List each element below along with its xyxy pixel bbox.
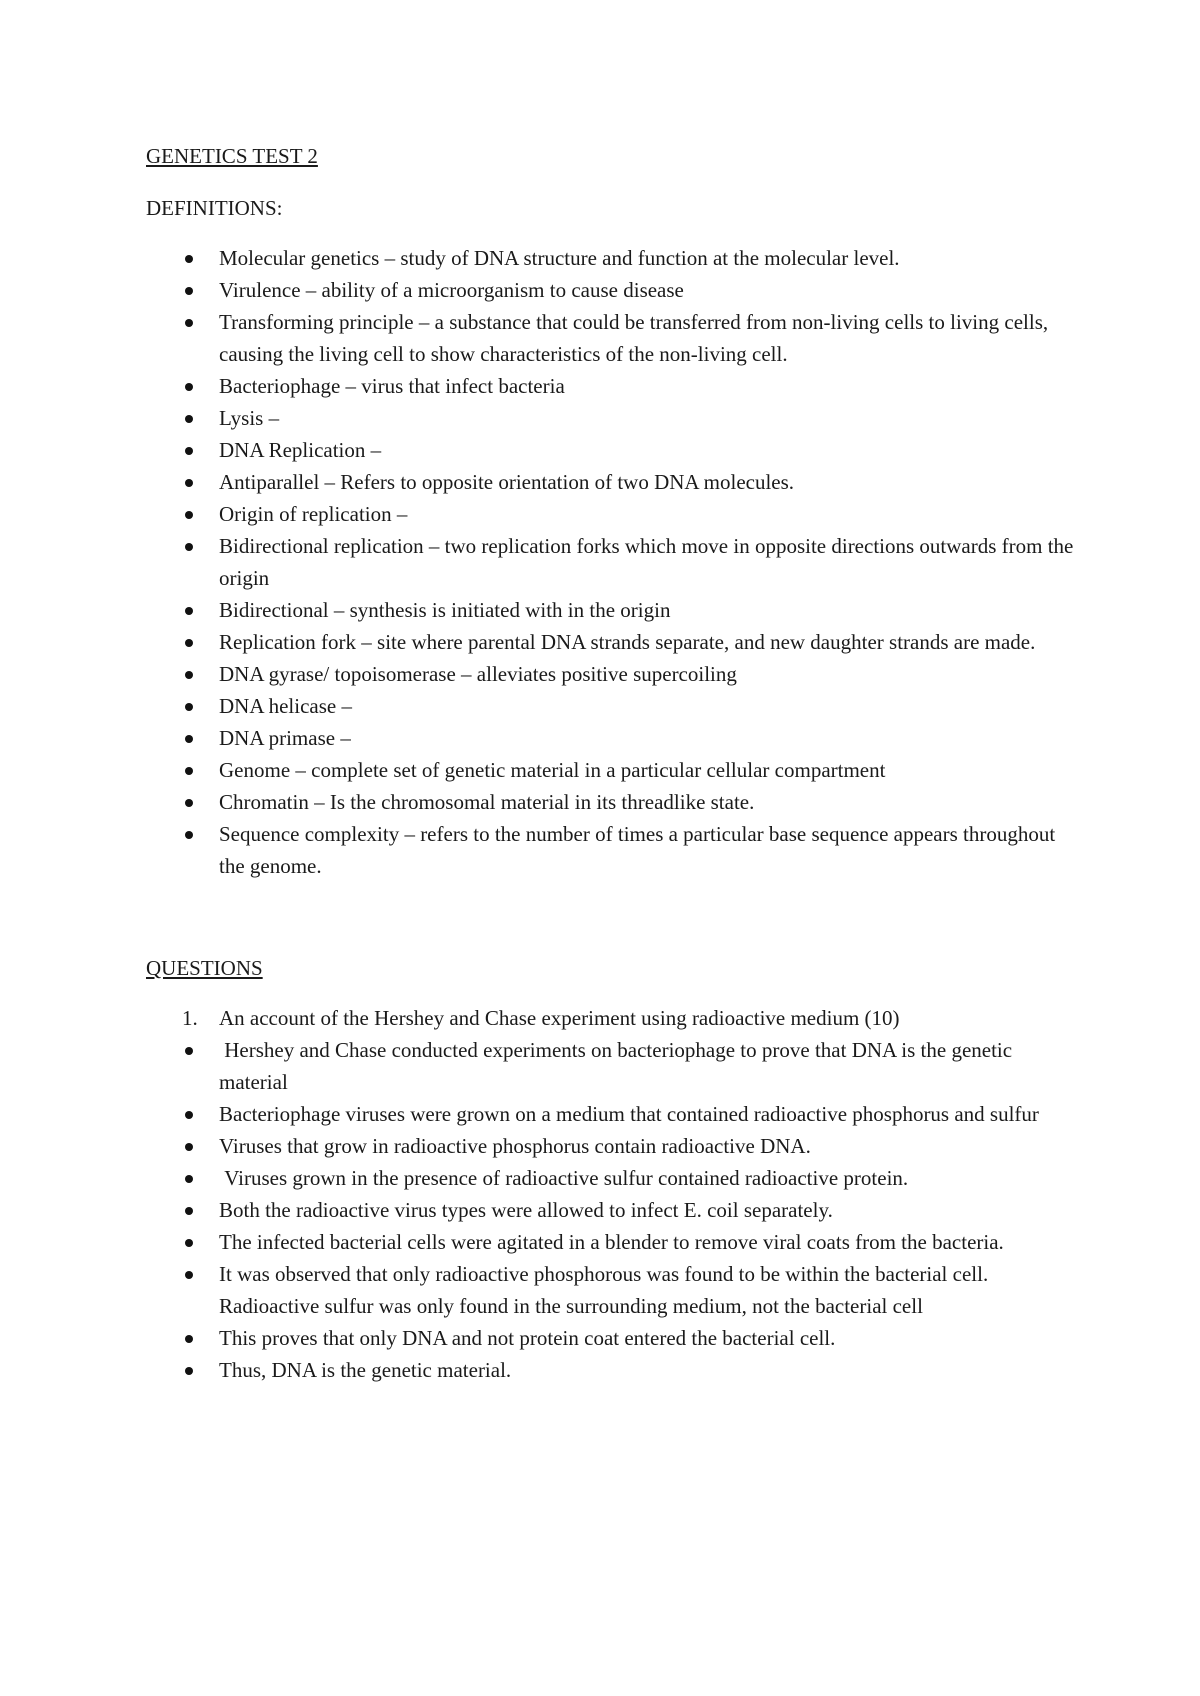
- answer-text: Bacteriophage viruses were grown on a medium that contained radioactive phosphorus and sulfur: [219, 1102, 1039, 1126]
- answer-text: Viruses grown in the presence of radioactive sulfur contained radioactive protein.: [219, 1166, 909, 1190]
- bullet-icon: [182, 530, 196, 562]
- list-item: [146, 434, 1076, 466]
- bullet-icon: [182, 402, 196, 434]
- list-item: [146, 498, 1076, 530]
- document-page: [146, 140, 1076, 1386]
- question-text: An account of the Hershey and Chase experiment using radioactive medium (10): [219, 1006, 900, 1030]
- bullet-icon: [182, 818, 196, 850]
- definition-text: Bacteriophage – virus that infect bacteria: [219, 374, 565, 398]
- question-item: [146, 1002, 1076, 1034]
- bullet-icon: [182, 370, 196, 402]
- bullet-icon: [182, 754, 196, 786]
- definition-text: Antiparallel – Refers to opposite orientation of two DNA molecules.: [219, 470, 795, 494]
- bullet-icon: [182, 1130, 196, 1162]
- bullet-icon: [182, 690, 196, 722]
- list-item: [146, 1322, 1076, 1354]
- list-item: [146, 1258, 1076, 1322]
- bullet-icon: [182, 594, 196, 626]
- list-item: [146, 466, 1076, 498]
- answer-text: Thus, DNA is the genetic material.: [219, 1358, 512, 1382]
- list-item: [146, 818, 1076, 882]
- bullet-icon: [182, 658, 196, 690]
- page-title: GENETICS TEST 2: [146, 144, 318, 168]
- definitions-heading: DEFINITIONS:: [146, 196, 283, 220]
- definition-text: Lysis –: [219, 406, 280, 430]
- bullet-icon: [182, 1354, 196, 1386]
- list-item: [146, 1226, 1076, 1258]
- definition-text: Sequence complexity – refers to the number of times a particular base sequence appears throughout the genome.: [219, 822, 1056, 878]
- bullet-icon: [182, 1098, 196, 1130]
- bullet-icon: [182, 1226, 196, 1258]
- questions-list: [146, 1002, 1076, 1034]
- list-item: [146, 658, 1076, 690]
- list-item: [146, 402, 1076, 434]
- list-item: [146, 754, 1076, 786]
- definition-text: Bidirectional replication – two replication forks which move in opposite directions outwards from the origin: [219, 534, 1074, 590]
- list-item: [146, 1098, 1076, 1130]
- answer-text: Hershey and Chase conducted experiments on bacteriophage to prove that DNA is the genetic material: [219, 1038, 1018, 1094]
- list-item: [146, 306, 1076, 370]
- bullet-icon: [182, 1162, 196, 1194]
- definition-text: Replication fork – site where parental DNA strands separate, and new daughter strands are made.: [219, 630, 1036, 654]
- answer-text: Viruses that grow in radioactive phosphorus contain radioactive DNA.: [219, 1134, 811, 1158]
- question-number: 1.: [182, 1006, 198, 1030]
- definition-text: Virulence – ability of a microorganism to cause disease: [219, 278, 684, 302]
- list-item: [146, 530, 1076, 594]
- list-item: [146, 1194, 1076, 1226]
- questions-heading: QUESTIONS: [146, 956, 263, 980]
- bullet-icon: [182, 498, 196, 530]
- list-item: [146, 242, 1076, 274]
- bullet-icon: [182, 1034, 196, 1066]
- bullet-icon: [182, 306, 196, 338]
- list-item: [146, 722, 1076, 754]
- list-item: [146, 1354, 1076, 1386]
- answer-list: [146, 1034, 1076, 1386]
- bullet-icon: [182, 274, 196, 306]
- definition-text: Molecular genetics – study of DNA structure and function at the molecular level.: [219, 246, 900, 270]
- list-item: [146, 786, 1076, 818]
- bullet-icon: [182, 242, 196, 274]
- list-item: [146, 626, 1076, 658]
- list-item: [146, 690, 1076, 722]
- definitions-list: [146, 242, 1076, 882]
- definition-text: DNA helicase –: [219, 694, 352, 718]
- definition-text: Origin of replication –: [219, 502, 408, 526]
- list-item: [146, 1034, 1076, 1098]
- list-item: [146, 370, 1076, 402]
- bullet-icon: [182, 722, 196, 754]
- answer-text: The infected bacterial cells were agitated in a blender to remove viral coats from the bacteria.: [219, 1230, 1004, 1254]
- list-item: [146, 1162, 1076, 1194]
- definition-text: DNA Replication –: [219, 438, 382, 462]
- list-item: [146, 274, 1076, 306]
- list-item: [146, 1130, 1076, 1162]
- definition-text: Chromatin – Is the chromosomal material in its threadlike state.: [219, 790, 755, 814]
- list-item: [146, 594, 1076, 626]
- definition-text: DNA gyrase/ topoisomerase – alleviates positive supercoiling: [219, 662, 737, 686]
- bullet-icon: [182, 1194, 196, 1226]
- bullet-icon: [182, 466, 196, 498]
- answer-text: This proves that only DNA and not protein coat entered the bacterial cell.: [219, 1326, 836, 1350]
- definition-text: Bidirectional – synthesis is initiated with in the origin: [219, 598, 671, 622]
- bullet-icon: [182, 434, 196, 466]
- bullet-icon: [182, 1322, 196, 1354]
- definition-text: DNA primase –: [219, 726, 351, 750]
- bullet-icon: [182, 786, 196, 818]
- answer-text: It was observed that only radioactive phosphorous was found to be within the bacterial cell. Radioactive sulfur was only found in the surrounding medium, not the bacterial cell: [219, 1262, 989, 1318]
- answer-text: Both the radioactive virus types were allowed to infect E. coil separately.: [219, 1198, 833, 1222]
- bullet-icon: [182, 1258, 196, 1290]
- bullet-icon: [182, 626, 196, 658]
- definition-text: Transforming principle – a substance that could be transferred from non-living cells to living cells, causing the living cell to show characteristics of the non-living cell.: [219, 310, 1049, 366]
- definition-text: Genome – complete set of genetic material in a particular cellular compartment: [219, 758, 886, 782]
